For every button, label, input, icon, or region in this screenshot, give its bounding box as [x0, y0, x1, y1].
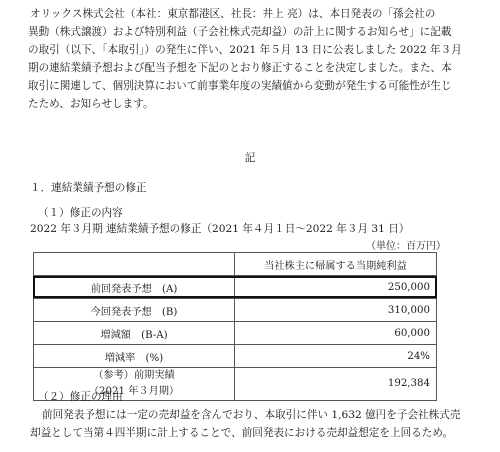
subsection-heading-2: （２）修正の理由	[38, 391, 123, 403]
row-value: 60,000	[235, 322, 437, 345]
row-label: 増減率 (%)	[34, 345, 235, 368]
ki-heading: 記	[244, 152, 256, 164]
row-value: 24%	[235, 345, 437, 368]
table-row	[34, 299, 437, 322]
section-heading-1: １．連結業績予想の修正	[30, 182, 147, 194]
reference-label-line-2: （2021 年３月期）	[88, 386, 180, 397]
intro-line-5: 取引に関連して、個別決算において前事業年度の実績値から変動が発生する可能性が生じ	[28, 80, 452, 92]
row-label: 増減額 (B-A)	[34, 322, 235, 345]
table-header-row	[34, 253, 437, 276]
row-value: 310,000	[235, 299, 437, 322]
reference-label-line-1: （参考）前期実績	[93, 370, 175, 381]
reason-line-1: 前回発表予想には一定の売却益を含んでおり、本取引に伴い 1,632 億円を子会社株式売	[42, 409, 461, 421]
intro-line-6: たため、お知らせします。	[28, 98, 154, 110]
intro-line-1: オリックス株式会社（本社：東京都港区、社長：井上 亮）は、本日発表の「孫会社の	[30, 8, 436, 20]
intro-line-2: 異動（株式譲渡）および特別利益（子会社株式売却益）の計上に関するお知らせ」に記載	[28, 26, 452, 38]
table-row	[34, 322, 437, 345]
table-caption: 2022 年３月期 連結業績予想の修正（2021 年４月１日～2022 年３月 31 日）	[30, 223, 410, 235]
row-value: 250,000	[235, 276, 437, 299]
row-label: 今回発表予想 (B)	[34, 299, 235, 322]
subsection-heading-1: （１）修正の内容	[38, 207, 123, 219]
forecast-table	[33, 252, 437, 401]
reference-value: 192,384	[235, 368, 437, 401]
table-row	[34, 276, 437, 299]
intro-line-3: の取引（以下、「本取引」）の発生に伴い、2021 年５月 13 日に公表しました 2022 年３月	[28, 44, 462, 56]
header-blank-cell	[34, 253, 235, 276]
header-net-income: 当社株主に帰属する当期純利益	[235, 253, 437, 276]
intro-line-4: 期の連結業績予想および配当予想を下記のとおり修正することを決定しました。また、本	[28, 62, 452, 74]
row-label: 前回発表予想 (A)	[34, 276, 235, 299]
unit-label: （単位：百万円）	[366, 241, 446, 252]
table-row	[34, 345, 437, 368]
reason-line-2: 却益として当第４四半期に計上することで、前回発表における売却益想定を上回るため。	[30, 427, 454, 439]
